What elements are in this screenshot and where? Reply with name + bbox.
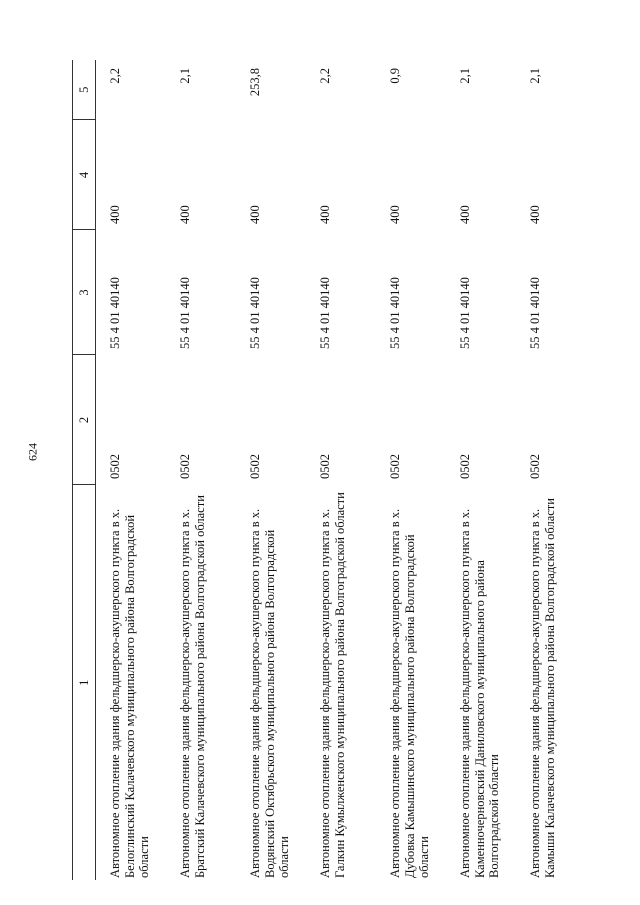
rotated-table-container bbox=[72, 60, 602, 880]
row-code: 55 4 01 40140 bbox=[528, 277, 542, 349]
header-col-4: 4 bbox=[73, 120, 96, 230]
row-section: 0502 bbox=[178, 454, 192, 479]
header-col-3: 3 bbox=[73, 230, 96, 355]
row-code: 55 4 01 40140 bbox=[458, 277, 472, 349]
page-number: 624 bbox=[25, 443, 40, 461]
table-row bbox=[516, 60, 586, 880]
row-type: 400 bbox=[248, 205, 262, 224]
row-type: 400 bbox=[108, 205, 122, 224]
row-section: 0502 bbox=[318, 454, 332, 479]
row-value: 253,8 bbox=[248, 68, 262, 97]
row-value: 2,2 bbox=[108, 68, 122, 84]
row-description: Автономное отопление здания фельдшерско-акушерского пункта в х. Водянский Октябрьского муниципального района Волгоградской области bbox=[248, 508, 291, 878]
row-description: Автономное отопление здания фельдшерско-акушерского пункта в х. Дубовка Камышинского муниципального района Волгоградской области bbox=[388, 508, 431, 878]
table-row bbox=[236, 60, 306, 880]
table-row bbox=[96, 60, 167, 880]
row-type: 400 bbox=[528, 205, 542, 224]
row-section: 0502 bbox=[528, 454, 542, 479]
budget-table bbox=[72, 60, 586, 880]
row-description: Автономное отопление здания фельдшерско-акушерского пункта в х. Белоглинский Калачевского муниципального района Волгоградской области bbox=[108, 508, 151, 878]
header-col-1: 1 bbox=[73, 485, 96, 880]
row-code: 55 4 01 40140 bbox=[318, 277, 332, 349]
row-type: 400 bbox=[178, 205, 192, 224]
row-description: Автономное отопление здания фельдшерско-акушерского пункта в х. Братский Калачевского муниципального района Волгоградской области bbox=[178, 495, 207, 878]
row-section: 0502 bbox=[108, 454, 122, 479]
row-section: 0502 bbox=[388, 454, 402, 479]
row-code: 55 4 01 40140 bbox=[108, 277, 122, 349]
header-row bbox=[73, 60, 96, 880]
row-section: 0502 bbox=[248, 454, 262, 479]
row-code: 55 4 01 40140 bbox=[248, 277, 262, 349]
row-description: Автономное отопление здания фельдшерско-акушерского пункта в х. Каменночерновский Даниловского муниципального района Волгоградской области bbox=[458, 508, 501, 878]
table-row bbox=[306, 60, 376, 880]
row-type: 400 bbox=[458, 205, 472, 224]
row-type: 400 bbox=[388, 205, 402, 224]
row-section: 0502 bbox=[458, 454, 472, 479]
row-value: 2,1 bbox=[178, 68, 192, 84]
header-col-5: 5 bbox=[73, 60, 96, 120]
row-description: Автономное отопление здания фельдшерско-акушерского пункта в х. Камыши Калачевского муниципального района Волгоградской области bbox=[528, 498, 557, 878]
row-code: 55 4 01 40140 bbox=[388, 277, 402, 349]
table-row bbox=[166, 60, 236, 880]
row-value: 2,2 bbox=[318, 68, 332, 84]
row-value: 0,9 bbox=[388, 68, 402, 84]
row-value: 2,1 bbox=[528, 68, 542, 84]
row-value: 2,1 bbox=[458, 68, 472, 84]
header-col-2: 2 bbox=[73, 355, 96, 485]
row-code: 55 4 01 40140 bbox=[178, 277, 192, 349]
table-row bbox=[446, 60, 516, 880]
table-row bbox=[376, 60, 446, 880]
row-type: 400 bbox=[318, 205, 332, 224]
row-description: Автономное отопление здания фельдшерско-акушерского пункта в х. Галкин Кумылженского муниципального района Волгоградской области bbox=[318, 492, 347, 878]
